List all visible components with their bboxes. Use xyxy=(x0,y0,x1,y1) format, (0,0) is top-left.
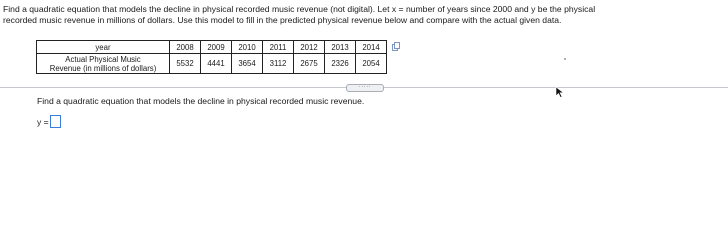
revenue-cell: 3654 xyxy=(232,54,263,74)
stray-mark xyxy=(564,58,566,60)
mouse-pointer-icon xyxy=(555,86,565,98)
answer-prefix: y = xyxy=(37,116,49,127)
revenue-label-line-1: Actual Physical Music xyxy=(65,54,141,64)
revenue-cell: 4441 xyxy=(201,54,232,74)
revenue-row-label xyxy=(37,54,170,74)
year-cell: 2009 xyxy=(201,41,232,54)
revenue-cell: 5532 xyxy=(170,54,201,74)
problem-text-line-1: Find a quadratic equation that models the decline in physical recorded music revenue (not digital). Let x = number of years since 2000 and y be the physical xyxy=(3,4,596,14)
revenue-cell: 2054 xyxy=(356,54,387,74)
revenue-row xyxy=(37,54,387,74)
answer-row xyxy=(37,115,61,128)
revenue-cell: 2326 xyxy=(325,54,356,74)
problem-text-line-2: recorded music revenue in millions of dollars. Use this model to fill in the predicted physical revenue below and compare with the actual given data. xyxy=(3,15,562,25)
year-row xyxy=(37,41,387,54)
problem-statement xyxy=(3,4,723,26)
revenue-cell: 2675 xyxy=(294,54,325,74)
year-cell: 2014 xyxy=(356,41,387,54)
year-cell: 2011 xyxy=(263,41,294,54)
year-row-label: year xyxy=(37,41,170,54)
year-cell: 2010 xyxy=(232,41,263,54)
data-table xyxy=(36,40,387,74)
year-cell: 2008 xyxy=(170,41,201,54)
expand-more-button[interactable]: ····· xyxy=(346,84,384,92)
answer-input[interactable] xyxy=(50,115,61,128)
year-cell: 2013 xyxy=(325,41,356,54)
question-text: Find a quadratic equation that models the decline in physical recorded music revenue. xyxy=(37,96,365,106)
year-cell: 2012 xyxy=(294,41,325,54)
copy-table-icon[interactable] xyxy=(392,42,400,51)
revenue-cell: 3112 xyxy=(263,54,294,74)
revenue-label-line-2: Revenue (in millions of dollars) xyxy=(49,63,157,73)
